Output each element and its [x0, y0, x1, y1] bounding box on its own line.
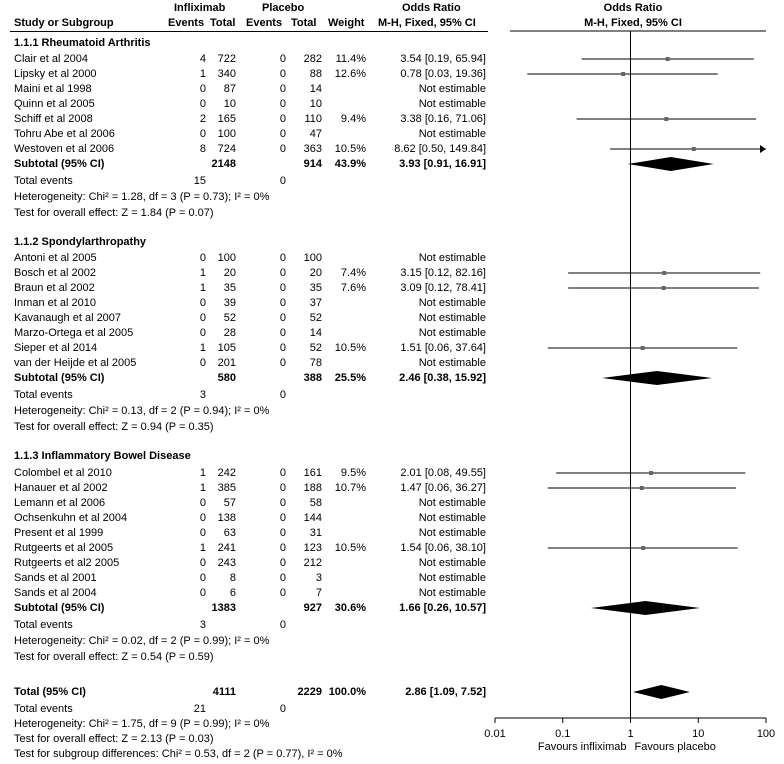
infliximab-events: 1 [199, 282, 206, 294]
placebo-total: 212 [303, 557, 322, 569]
weight-value: 10.5% [334, 342, 366, 354]
placebo-total: 100 [303, 252, 322, 264]
weight-value: 9.4% [340, 113, 366, 125]
infliximab-total: 201 [217, 357, 236, 369]
weight-value: 10.7% [334, 482, 366, 494]
infliximab-total: 6 [229, 587, 236, 599]
total-events-placebo: 0 [279, 175, 286, 187]
heterogeneity-text: Heterogeneity: Chi² = 0.02, df = 2 (P = 0.99); I² = 0% [14, 635, 270, 647]
total-events-label: Total events [14, 175, 73, 187]
placebo-events: 0 [279, 542, 286, 554]
odds-ratio-value: 3.09 [0.12, 78.41] [400, 282, 486, 294]
placebo-events: 0 [279, 98, 286, 110]
placebo-events: 0 [279, 527, 286, 539]
infliximab-events: 0 [199, 497, 206, 509]
x-tick-label: 0.01 [484, 728, 506, 740]
overall-effect-text: Test for overall effect: Z = 1.84 (P = 0.07) [14, 207, 214, 219]
subtotal-weight: 30.6% [334, 602, 366, 614]
placebo-events: 0 [279, 252, 286, 264]
point-estimate [649, 471, 653, 475]
ci-arrow [760, 145, 766, 153]
group-title: 1.1.3 Inflammatory Bowel Disease [14, 450, 191, 462]
point-estimate [692, 147, 696, 151]
overall-effect-text: Test for overall effect: Z = 2.13 (P = 0.03) [14, 733, 214, 745]
total-events-label: Total events [14, 619, 73, 631]
pooled-diamond [628, 157, 714, 171]
subtotal-placebo-total: 914 [303, 158, 322, 170]
infliximab-events: 8 [199, 143, 206, 155]
heterogeneity-text: Heterogeneity: Chi² = 0.13, df = 2 (P = 0.94); I² = 0% [14, 405, 270, 417]
study-name: Marzo-Ortega et al 2005 [14, 327, 134, 339]
infliximab-total: 722 [217, 53, 236, 65]
study-name: Lipsky et al 2000 [14, 68, 97, 80]
placebo-total: 52 [309, 342, 322, 354]
point-estimate [662, 271, 666, 275]
point-estimate [641, 346, 645, 350]
total-events-placebo: 0 [279, 703, 286, 715]
x-tick-label: 0.1 [555, 728, 571, 740]
group-title: 1.1.1 Rheumatoid Arthritis [14, 37, 151, 49]
odds-ratio-value: 1.47 [0.06, 36.27] [400, 482, 486, 494]
study-name: Sands et al 2004 [14, 587, 97, 599]
placebo-total: 110 [304, 113, 322, 125]
total-events-infliximab: 3 [199, 619, 206, 631]
infliximab-total: 28 [223, 327, 236, 339]
or-title-header: Odds Ratio [402, 2, 461, 14]
placebo-events: 0 [279, 357, 286, 369]
overall-effect-text: Test for overall effect: Z = 0.54 (P = 0.59) [14, 651, 214, 663]
subtotal-label: Subtotal (95% CI) [14, 602, 105, 614]
total-placebo-total: 2229 [297, 686, 322, 698]
subtotal-odds-ratio: 3.93 [0.91, 16.91] [399, 158, 486, 170]
placebo-events: 0 [279, 587, 286, 599]
odds-ratio-value: Not estimable [418, 527, 486, 539]
study-name: Maini et al 1998 [14, 83, 92, 95]
overall-effect-text: Test for overall effect: Z = 0.94 (P = 0.35) [14, 421, 214, 433]
total-infliximab-total: 4111 [212, 686, 236, 698]
infliximab-total: 35 [223, 282, 236, 294]
infliximab-events: 0 [199, 98, 206, 110]
subgroup-differences-text: Test for subgroup differences: Chi² = 0.53, df = 2 (P = 0.77), I² = 0% [14, 748, 343, 760]
subtotal-infliximab-total: 1383 [211, 602, 236, 614]
placebo-total: 37 [309, 297, 322, 309]
placebo-total: 35 [309, 282, 322, 294]
placebo-total: 123 [303, 542, 322, 554]
infliximab-events: 0 [199, 128, 206, 140]
placebo-events: 0 [279, 128, 286, 140]
study-name: Colombel et al 2010 [14, 467, 112, 479]
study-name: Tohru Abe et al 2006 [14, 128, 115, 140]
total-label: Total (95% CI) [14, 686, 86, 698]
weight-header: Weight [328, 17, 365, 29]
placebo-total: 58 [309, 497, 322, 509]
odds-ratio-value: Not estimable [418, 312, 486, 324]
infliximab-events: 0 [199, 572, 206, 584]
infliximab-total: 138 [217, 512, 236, 524]
favours-infliximab-label: Favours infliximab [537, 741, 627, 753]
study-name: Kavanaugh et al 2007 [14, 312, 122, 324]
infliximab-events: 1 [199, 482, 206, 494]
odds-ratio-value: Not estimable [418, 357, 486, 369]
heterogeneity-text: Heterogeneity: Chi² = 1.28, df = 3 (P = 0.73); I² = 0% [14, 191, 270, 203]
odds-ratio-value: Not estimable [418, 327, 486, 339]
odds-ratio-value: Not estimable [418, 497, 486, 509]
placebo-events: 0 [279, 557, 286, 569]
odds-ratio-value: Not estimable [418, 128, 486, 140]
infliximab-events: 2 [199, 113, 206, 125]
infliximab-events: 0 [199, 252, 206, 264]
placebo-total: 282 [303, 53, 322, 65]
subtotal-infliximab-total: 580 [217, 372, 236, 384]
placebo-total: 363 [303, 143, 322, 155]
placebo-total: 14 [309, 83, 322, 95]
placebo-events: 0 [279, 467, 286, 479]
total-weight: 100.0% [328, 686, 366, 698]
subtotal-placebo-total: 927 [303, 602, 322, 614]
placebo-events: 0 [279, 282, 286, 294]
weight-value: 9.5% [340, 467, 366, 479]
total-events-placebo: 0 [279, 619, 286, 631]
placebo-total: 161 [303, 467, 322, 479]
placebo-total: 10 [309, 98, 322, 110]
infliximab-total: 87 [223, 83, 236, 95]
pooled-diamond [633, 685, 690, 699]
infliximab-header: Infliximab [174, 2, 226, 14]
infliximab-total: 105 [217, 342, 236, 354]
odds-ratio-value: Not estimable [418, 587, 486, 599]
study-name: Rutgeerts et al2 2005 [14, 557, 120, 569]
infliximab-total: 10 [223, 98, 236, 110]
infliximab-total: 165 [217, 113, 236, 125]
subtotal-label: Subtotal (95% CI) [14, 158, 105, 170]
infliximab-events: 0 [199, 357, 206, 369]
weight-value: 12.6% [334, 68, 366, 80]
placebo-total: 47 [309, 128, 322, 140]
infliximab-events: 1 [199, 467, 206, 479]
placebo-total: 52 [309, 312, 322, 324]
placebo-events: 0 [279, 143, 286, 155]
placebo-events: 0 [279, 512, 286, 524]
total-events-infliximab: 3 [199, 389, 206, 401]
events1-header: Events [168, 17, 205, 29]
subtotal-weight: 25.5% [334, 372, 366, 384]
infliximab-events: 0 [199, 312, 206, 324]
placebo-events: 0 [279, 267, 286, 279]
study-name: Schiff et al 2008 [14, 113, 93, 125]
pooled-diamond [602, 371, 712, 385]
total-events-label: Total events [14, 703, 73, 715]
infliximab-events: 0 [199, 83, 206, 95]
placebo-events: 0 [279, 497, 286, 509]
placebo-header: Placebo [262, 2, 305, 14]
placebo-total: 88 [309, 68, 322, 80]
point-estimate [662, 286, 666, 290]
odds-ratio-value: 1.51 [0.06, 37.64] [400, 342, 486, 354]
infliximab-total: 340 [217, 68, 236, 80]
pooled-diamond [591, 601, 700, 615]
x-tick-label: 100 [756, 728, 776, 740]
total1-header: Total [210, 17, 236, 29]
odds-ratio-value: 1.54 [0.06, 38.10] [400, 542, 486, 554]
infliximab-events: 1 [199, 68, 206, 80]
subtotal-odds-ratio: 1.66 [0.26, 10.57] [399, 602, 486, 614]
study-name: van der Heijde et al 2005 [14, 357, 137, 369]
infliximab-events: 0 [199, 512, 206, 524]
placebo-events: 0 [279, 297, 286, 309]
infliximab-total: 100 [217, 128, 236, 140]
placebo-events: 0 [279, 342, 286, 354]
study-name: Antoni et al 2005 [14, 252, 97, 264]
infliximab-total: 20 [223, 267, 236, 279]
study-name: Clair et al 2004 [14, 53, 88, 65]
infliximab-total: 242 [217, 467, 236, 479]
weight-value: 7.4% [340, 267, 366, 279]
placebo-total: 188 [303, 482, 322, 494]
placebo-total: 3 [315, 572, 322, 584]
study-name: Lemann et al 2006 [14, 497, 106, 509]
infliximab-total: 63 [223, 527, 236, 539]
study-name: Quinn et al 2005 [14, 98, 95, 110]
study-name: Braun et al 2002 [14, 282, 95, 294]
odds-ratio-value: Not estimable [418, 252, 486, 264]
odds-ratio-value: Not estimable [418, 297, 486, 309]
odds-ratio-value: Not estimable [418, 572, 486, 584]
placebo-events: 0 [279, 53, 286, 65]
study-name: Present et al 1999 [14, 527, 104, 539]
odds-ratio-value: Not estimable [418, 512, 486, 524]
infliximab-total: 724 [217, 143, 236, 155]
placebo-total: 20 [309, 267, 322, 279]
infliximab-events: 1 [199, 542, 206, 554]
infliximab-events: 1 [199, 267, 206, 279]
odds-ratio-value: 0.78 [0.03, 19.36] [400, 68, 486, 80]
plot-title-header: Odds Ratio [603, 2, 663, 14]
total-events-infliximab: 21 [193, 703, 206, 715]
odds-ratio-value: 2.01 [0.08, 49.55] [400, 467, 486, 479]
weight-value: 10.5% [334, 143, 366, 155]
favours-placebo-label: Favours placebo [634, 741, 716, 753]
point-estimate [641, 546, 645, 550]
placebo-events: 0 [279, 327, 286, 339]
events2-header: Events [246, 17, 283, 29]
infliximab-events: 0 [199, 297, 206, 309]
placebo-total: 144 [303, 512, 322, 524]
weight-value: 7.6% [340, 282, 366, 294]
placebo-total: 14 [309, 327, 322, 339]
odds-ratio-value: 3.15 [0.12, 82.16] [400, 267, 486, 279]
placebo-total: 7 [315, 587, 322, 599]
group-title: 1.1.2 Spondylarthropathy [14, 236, 147, 248]
total-events-placebo: 0 [279, 389, 286, 401]
infliximab-total: 8 [229, 572, 236, 584]
plot-method-header: M-H, Fixed, 95% CI [584, 17, 682, 29]
infliximab-events: 0 [199, 527, 206, 539]
study-name: Bosch et al 2002 [14, 267, 96, 279]
placebo-events: 0 [279, 113, 286, 125]
or-method-header: M-H, Fixed, 95% CI [378, 17, 476, 29]
placebo-events: 0 [279, 482, 286, 494]
infliximab-total: 52 [223, 312, 236, 324]
infliximab-total: 243 [217, 557, 236, 569]
infliximab-total: 100 [217, 252, 236, 264]
placebo-events: 0 [279, 572, 286, 584]
placebo-events: 0 [279, 312, 286, 324]
point-estimate [621, 72, 625, 76]
infliximab-events: 0 [199, 587, 206, 599]
odds-ratio-value: 3.38 [0.16, 71.06] [400, 113, 486, 125]
infliximab-events: 4 [199, 53, 206, 65]
study-name: Sands et al 2001 [14, 572, 97, 584]
total-odds-ratio: 2.86 [1.09, 7.52] [405, 686, 486, 698]
odds-ratio-value: Not estimable [418, 557, 486, 569]
point-estimate [666, 57, 670, 61]
heterogeneity-text: Heterogeneity: Chi² = 1.75, df = 9 (P = 0.99); I² = 0% [14, 718, 270, 730]
study-name: Inman et al 2010 [14, 297, 96, 309]
placebo-events: 0 [279, 83, 286, 95]
odds-ratio-value: 3.54 [0.19, 65.94] [400, 53, 486, 65]
infliximab-events: 0 [199, 327, 206, 339]
point-estimate [664, 117, 668, 121]
infliximab-total: 57 [223, 497, 236, 509]
x-tick-label: 10 [692, 728, 705, 740]
odds-ratio-value: Not estimable [418, 98, 486, 110]
x-tick-label: 1 [627, 728, 634, 740]
subtotal-label: Subtotal (95% CI) [14, 372, 105, 384]
study-name: Westoven et al 2006 [14, 143, 115, 155]
infliximab-events: 0 [199, 557, 206, 569]
point-estimate [640, 486, 644, 490]
weight-value: 10.5% [334, 542, 366, 554]
subtotal-infliximab-total: 2148 [211, 158, 236, 170]
total-events-label: Total events [14, 389, 73, 401]
infliximab-events: 1 [199, 342, 206, 354]
weight-value: 11.4% [335, 53, 366, 65]
odds-ratio-value: Not estimable [418, 83, 486, 95]
study-name: Rutgeerts et al 2005 [14, 542, 114, 554]
study-name: Hanauer et al 2002 [14, 482, 108, 494]
infliximab-total: 241 [217, 542, 236, 554]
subtotal-weight: 43.9% [334, 158, 366, 170]
study-name: Sieper et al 2014 [14, 342, 98, 354]
total2-header: Total [291, 17, 317, 29]
subtotal-placebo-total: 388 [303, 372, 322, 384]
study-header: Study or Subgroup [14, 17, 114, 29]
placebo-total: 31 [309, 527, 322, 539]
infliximab-total: 39 [223, 297, 236, 309]
placebo-total: 78 [309, 357, 322, 369]
subtotal-odds-ratio: 2.46 [0.38, 15.92] [399, 372, 486, 384]
placebo-events: 0 [279, 68, 286, 80]
total-events-infliximab: 15 [193, 175, 206, 187]
infliximab-total: 385 [217, 482, 236, 494]
odds-ratio-value: 8.62 [0.50, 149.84] [394, 143, 486, 155]
study-name: Ochsenkuhn et al 2004 [14, 512, 128, 524]
